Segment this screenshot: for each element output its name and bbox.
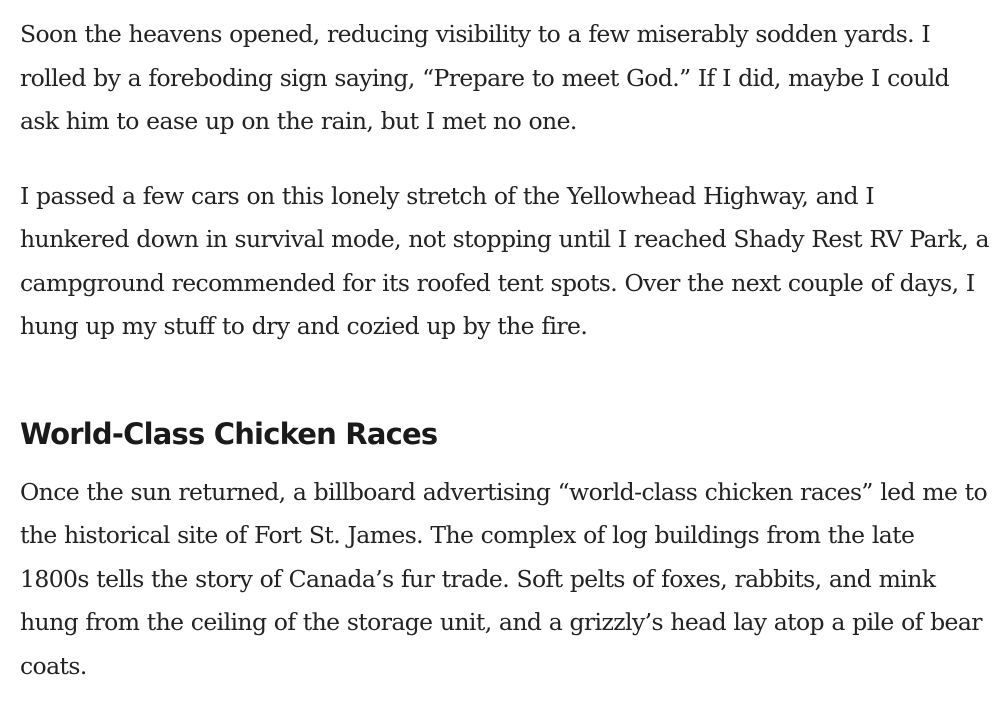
paragraph-highway: I passed a few cars on this lonely stretch of the Yellowhead Highway, and I hunkered down in survival mode, not stopping until I reached Shady Rest RV Park, a campground recommended for its roofed tent spots. Over the next couple of days, I hung up my stuff to dry and cozied up by the fire. <box>20 181 989 340</box>
paragraph-rain: Soon the heavens opened, reducing visibility to a few miserably sodden yards. I rolled by a foreboding sign saying, “Prepare to meet God.” If I did, maybe I could ask him to ease up on the rain, but I met no one. <box>20 20 950 135</box>
paragraph-fort-st-james: Once the sun returned, a billboard advertising “world-class chicken races” led me to the historical site of Fort St. James. The complex of log buildings from the late 1800s tells the story of Canada’s fur trade. Soft pelts of foxes, rabbits, and mink hung from the ceiling of the storage unit, and a grizzly’s head lay atop a pile of bear coats. <box>20 477 988 680</box>
article-body <box>20 13 990 688</box>
section-heading: World-Class Chicken Races <box>20 416 438 451</box>
